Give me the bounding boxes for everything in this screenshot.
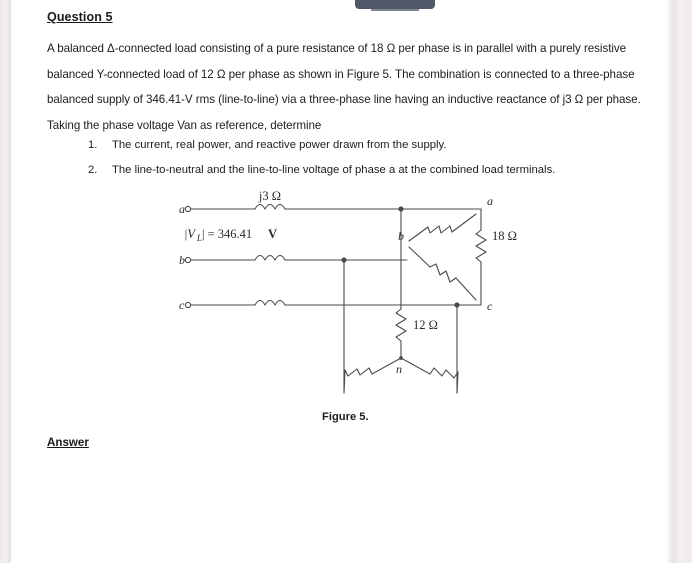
terminal-c-label: c [179,298,185,312]
terminal-a-label: a [179,202,185,216]
terminal-a-dot [185,206,190,211]
answer-heading: Answer [47,436,89,449]
svg-text:|V: |V [184,227,196,241]
delta-edge-bc-wire2 [456,278,476,300]
terminal-c-dot [185,302,190,307]
resistor-wye-right [430,368,458,378]
inductor-c-coil [255,301,285,306]
inductor-b-coil [255,256,285,261]
list-item [88,134,648,156]
list-item-label: The current, real power, and reactive power drawn from the supply. [112,139,447,151]
figure-caption: Figure 5. [322,411,369,423]
list-item-number: 2. [88,164,98,176]
delta-resistance-label: 18 Ω [492,229,517,243]
resistor-18ohm-right [476,230,486,262]
resistor-18ohm-ab [428,226,452,233]
resistor-wye-left [345,368,372,376]
terminal-b-dot [185,257,190,262]
question-title: Question 5 [47,10,113,24]
node-b-label: b [398,229,404,243]
node-c-label: c [487,299,493,313]
wye-resistance-label: 12 Ω [413,318,438,332]
resistor-18ohm-bc [430,264,456,282]
reactance-label: j3 Ω [258,189,282,203]
resistor-12ohm [396,309,406,341]
node-a-label: a [487,194,493,208]
svg-text:V: V [268,227,278,241]
question-requirements-list [88,134,648,184]
delta-edge-ab-wire1 [452,214,476,232]
junction-dot-b [341,257,346,262]
terminal-b-label: b [179,253,185,267]
list-item-label: The line-to-neutral and the line-to-line voltage of phase a at the combined load terminals. [112,164,556,176]
svg-text:| = 346.41: | = 346.41 [202,227,253,241]
circuit-diagram-figure [176,188,526,398]
svg-text:L: L [197,233,203,243]
inductor-a-coil [255,205,285,210]
wye-arm-right-wire [401,358,430,374]
list-item [88,159,648,181]
circuit-schematic-svg [176,188,526,398]
delta-edge-ab-wire2 [409,227,428,241]
delta-edge-bc-wire1 [409,247,430,267]
supply-voltage-label [184,227,277,243]
neutral-label: n [396,362,402,376]
neutral-node-dot [399,356,403,360]
list-item-number: 1. [88,139,98,151]
junction-dot-a [398,206,403,211]
question-paragraph: A balanced Δ-connected load consisting of a pure resistance of 18 Ω per phase is in parallel with a purely resistive balanced Y-connected load of 12 Ω per phase as shown in Figure 5. The combination is connected to a three-phase balanced supply of 346.41-V rms (line-to-line) via a three-phase line having an inductive reactance of j3 Ω per phase. Taking the phase voltage Van as reference, determine [47,42,641,132]
